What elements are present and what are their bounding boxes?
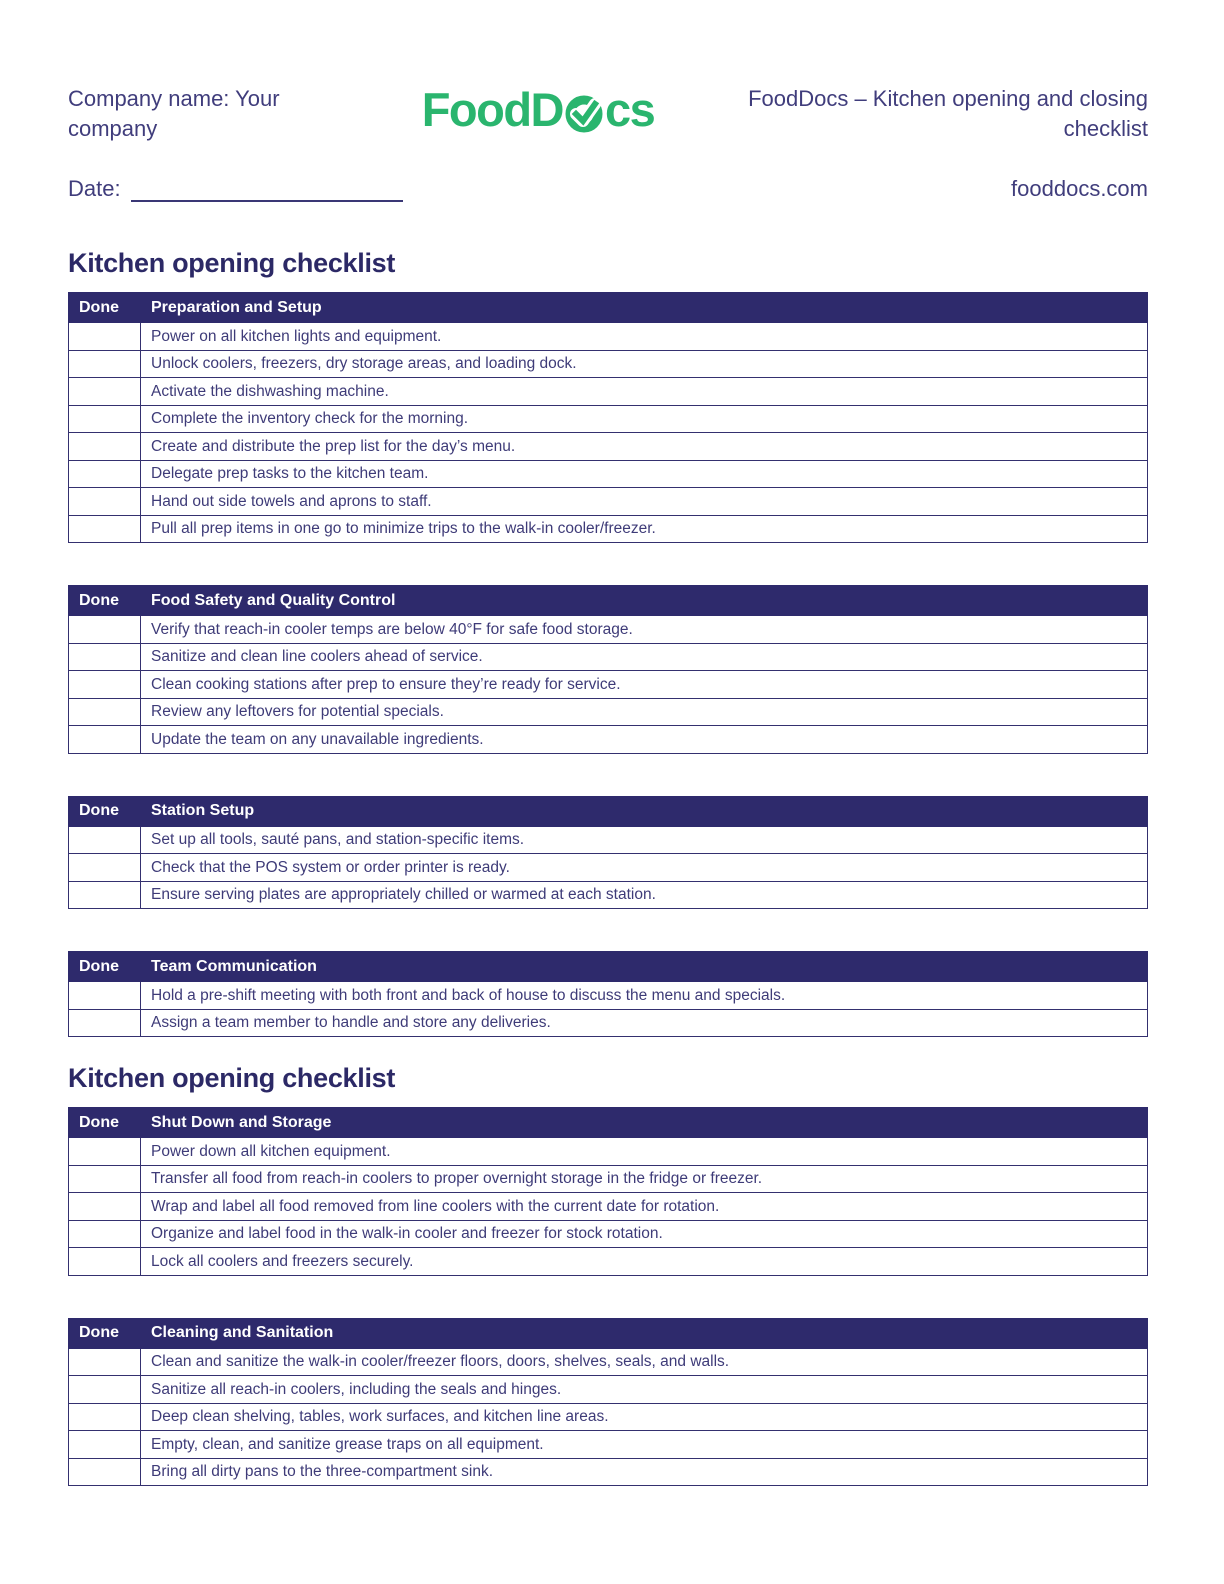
table-row — [69, 1458, 1148, 1486]
table-row — [69, 1348, 1148, 1376]
category-header: Preparation and Setup — [141, 293, 1148, 323]
checklist-section — [68, 248, 1148, 1037]
done-column-header: Done — [69, 586, 141, 616]
task-text: Lock all coolers and freezers securely. — [141, 1248, 1148, 1276]
table-header-row — [69, 1318, 1148, 1348]
done-checkbox-cell[interactable] — [69, 488, 141, 516]
logo-text-right: cs — [605, 83, 655, 136]
done-checkbox-cell[interactable] — [69, 350, 141, 378]
category-header: Shut Down and Storage — [141, 1108, 1148, 1138]
task-text: Transfer all food from reach-in coolers to proper overnight storage in the fridge or freezer. — [141, 1165, 1148, 1193]
done-checkbox-cell[interactable] — [69, 378, 141, 406]
table-row — [69, 698, 1148, 726]
table-row — [69, 515, 1148, 543]
task-text: Wrap and label all food removed from line coolers with the current date for rotation. — [141, 1193, 1148, 1221]
date-input-line[interactable] — [131, 178, 403, 202]
done-checkbox-cell[interactable] — [69, 323, 141, 351]
table-row — [69, 1193, 1148, 1221]
date-field — [68, 176, 403, 202]
done-checkbox-cell[interactable] — [69, 433, 141, 461]
done-checkbox-cell[interactable] — [69, 826, 141, 854]
done-checkbox-cell[interactable] — [69, 1165, 141, 1193]
task-text: Activate the dishwashing machine. — [141, 378, 1148, 406]
table-row — [69, 982, 1148, 1010]
fooddocs-logo — [388, 83, 688, 136]
done-column-header: Done — [69, 796, 141, 826]
done-checkbox-cell[interactable] — [69, 671, 141, 699]
table-row — [69, 881, 1148, 909]
table-header-row — [69, 952, 1148, 982]
task-text: Hold a pre-shift meeting with both front and back of house to discuss the menu and specials. — [141, 982, 1148, 1010]
company-name-label: Company name: Your company — [68, 86, 280, 142]
done-checkbox-cell[interactable] — [69, 1220, 141, 1248]
done-column-header: Done — [69, 1318, 141, 1348]
task-text: Power on all kitchen lights and equipment. — [141, 323, 1148, 351]
done-checkbox-cell[interactable] — [69, 1431, 141, 1459]
table-row — [69, 826, 1148, 854]
task-text: Unlock coolers, freezers, dry storage areas, and loading dock. — [141, 350, 1148, 378]
done-checkbox-cell[interactable] — [69, 854, 141, 882]
task-text: Clean and sanitize the walk-in cooler/freezer floors, doors, shelves, seals, and walls. — [141, 1348, 1148, 1376]
task-text: Assign a team member to handle and store any deliveries. — [141, 1009, 1148, 1037]
table-header-row — [69, 796, 1148, 826]
done-checkbox-cell[interactable] — [69, 1458, 141, 1486]
done-checkbox-cell[interactable] — [69, 405, 141, 433]
checklist-section — [68, 1063, 1148, 1486]
checklist-table — [68, 951, 1148, 1037]
done-checkbox-cell[interactable] — [69, 643, 141, 671]
section-title: Kitchen opening checklist — [68, 248, 396, 279]
done-checkbox-cell[interactable] — [69, 1403, 141, 1431]
table-row — [69, 616, 1148, 644]
task-text: Create and distribute the prep list for the day’s menu. — [141, 433, 1148, 461]
table-row — [69, 726, 1148, 754]
table-row — [69, 643, 1148, 671]
category-header: Cleaning and Sanitation — [141, 1318, 1148, 1348]
document-header — [68, 84, 1148, 144]
table-row — [69, 460, 1148, 488]
table-row — [69, 1138, 1148, 1166]
checklist-table — [68, 1318, 1148, 1487]
task-text: Delegate prep tasks to the kitchen team. — [141, 460, 1148, 488]
table-header-row — [69, 293, 1148, 323]
section-title: Kitchen opening checklist — [68, 1063, 396, 1094]
checklist-sections — [68, 248, 1148, 1486]
subheader-row — [68, 176, 1148, 202]
done-column-header: Done — [69, 952, 141, 982]
table-row — [69, 1431, 1148, 1459]
table-row — [69, 488, 1148, 516]
task-text: Sanitize all reach-in coolers, including the seals and hinges. — [141, 1376, 1148, 1404]
task-text: Bring all dirty pans to the three-compartment sink. — [141, 1458, 1148, 1486]
checklist-table — [68, 292, 1148, 543]
table-row — [69, 433, 1148, 461]
done-checkbox-cell[interactable] — [69, 881, 141, 909]
logo-text-left: FoodD — [421, 83, 563, 136]
done-checkbox-cell[interactable] — [69, 1009, 141, 1037]
checklist-table — [68, 585, 1148, 754]
task-text: Review any leftovers for potential specials. — [141, 698, 1148, 726]
task-text: Hand out side towels and aprons to staff. — [141, 488, 1148, 516]
checklist-table — [68, 1107, 1148, 1276]
website-link: fooddocs.com — [1011, 176, 1148, 202]
table-row — [69, 671, 1148, 699]
table-row — [69, 1220, 1148, 1248]
table-row — [69, 1403, 1148, 1431]
task-text: Pull all prep items in one go to minimize trips to the walk-in cooler/freezer. — [141, 515, 1148, 543]
table-header-row — [69, 586, 1148, 616]
category-header: Food Safety and Quality Control — [141, 586, 1148, 616]
task-text: Power down all kitchen equipment. — [141, 1138, 1148, 1166]
done-checkbox-cell[interactable] — [69, 515, 141, 543]
task-text: Update the team on any unavailable ingredients. — [141, 726, 1148, 754]
task-text: Verify that reach-in cooler temps are below 40°F for safe food storage. — [141, 616, 1148, 644]
task-text: Set up all tools, sauté pans, and station-specific items. — [141, 826, 1148, 854]
task-text: Clean cooking stations after prep to ensure they’re ready for service. — [141, 671, 1148, 699]
table-row — [69, 1376, 1148, 1404]
done-checkbox-cell[interactable] — [69, 726, 141, 754]
category-header: Team Communication — [141, 952, 1148, 982]
section-tables — [68, 1107, 1148, 1486]
table-row — [69, 378, 1148, 406]
section-tables — [68, 292, 1148, 1037]
checklist-table — [68, 796, 1148, 910]
done-checkbox-cell[interactable] — [69, 1193, 141, 1221]
date-label: Date: — [68, 176, 121, 202]
task-text: Sanitize and clean line coolers ahead of service. — [141, 643, 1148, 671]
table-row — [69, 1165, 1148, 1193]
table-row — [69, 405, 1148, 433]
table-row — [69, 1009, 1148, 1037]
document-title: FoodDocs – Kitchen opening and closing checklist — [748, 86, 1148, 142]
task-text: Ensure serving plates are appropriately chilled or warmed at each station. — [141, 881, 1148, 909]
done-checkbox-cell[interactable] — [69, 1138, 141, 1166]
task-text: Deep clean shelving, tables, work surfaces, and kitchen line areas. — [141, 1403, 1148, 1431]
done-checkbox-cell[interactable] — [69, 1348, 141, 1376]
done-column-header: Done — [69, 293, 141, 323]
task-text: Organize and label food in the walk-in cooler and freezer for stock rotation. — [141, 1220, 1148, 1248]
done-checkbox-cell[interactable] — [69, 982, 141, 1010]
check-circle-icon — [562, 90, 606, 134]
table-header-row — [69, 1108, 1148, 1138]
done-checkbox-cell[interactable] — [69, 1248, 141, 1276]
table-row — [69, 350, 1148, 378]
done-checkbox-cell[interactable] — [69, 1376, 141, 1404]
done-checkbox-cell[interactable] — [69, 460, 141, 488]
table-row — [69, 323, 1148, 351]
task-text: Check that the POS system or order printer is ready. — [141, 854, 1148, 882]
done-column-header: Done — [69, 1108, 141, 1138]
done-checkbox-cell[interactable] — [69, 616, 141, 644]
done-checkbox-cell[interactable] — [69, 698, 141, 726]
task-text: Complete the inventory check for the morning. — [141, 405, 1148, 433]
table-row — [69, 1248, 1148, 1276]
category-header: Station Setup — [141, 796, 1148, 826]
table-row — [69, 854, 1148, 882]
task-text: Empty, clean, and sanitize grease traps on all equipment. — [141, 1431, 1148, 1459]
